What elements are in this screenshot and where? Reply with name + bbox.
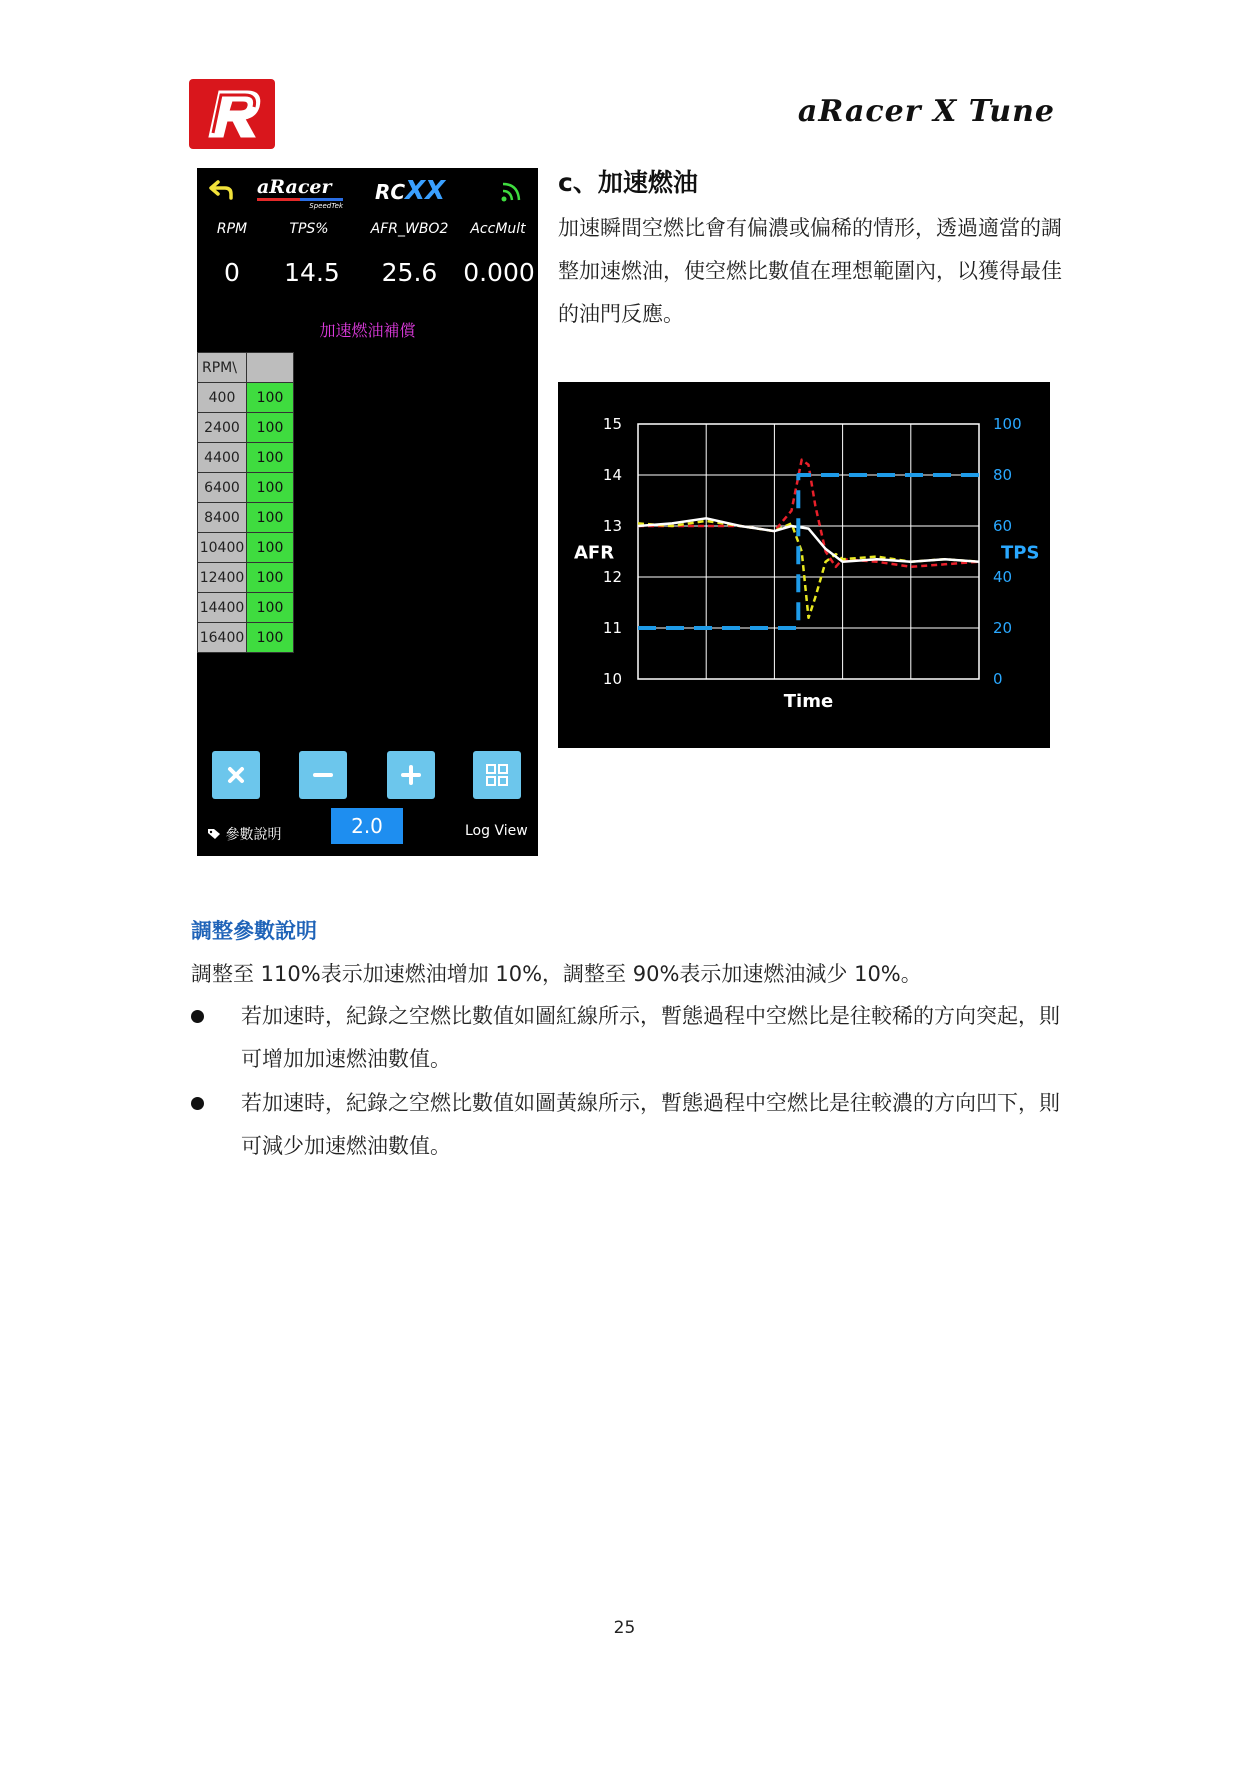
table-cell-value[interactable]: 100: [247, 413, 294, 443]
section-paragraph: 加速瞬間空燃比會有偏濃或偏稀的情形，透過適當的調整加速燃油，使空燃比數值在理想範圍內，以獲得最佳的油門反應。: [558, 216, 1062, 326]
y2-tick-label: 40: [993, 568, 1013, 586]
chart-svg: [558, 382, 1050, 748]
grid-button[interactable]: [473, 751, 521, 799]
gauge-label-rpm: RPM: [216, 221, 248, 237]
table-cell-value[interactable]: 100: [247, 593, 294, 623]
table-header-rpm: RPM\: [198, 353, 247, 383]
adjust-title: 調整參數說明: [191, 919, 317, 943]
table-title: 加速燃油補償: [319, 321, 416, 340]
brand-title: aRacer X Tune: [797, 94, 1055, 129]
app-brand-sub: SpeedTek: [309, 202, 343, 210]
table-cell-rpm: 12400: [198, 563, 247, 593]
y-tick-label: 14: [602, 466, 622, 484]
plus-icon: [398, 762, 424, 788]
table-cell-rpm: 2400: [198, 413, 247, 443]
section-title: c、加速燃油: [558, 168, 698, 197]
rc-logo-text: RC: [375, 180, 406, 204]
back-arrow-icon[interactable]: [207, 176, 235, 204]
table-header-blank: [247, 353, 294, 383]
bullet-text: 若加速時，紀錄之空燃比數值如圖紅線所示，暫態過程中空燃比是往較稀的方向突起，則可增加加速燃油數值。: [241, 1004, 1060, 1071]
app-brand-text: aRacer: [257, 176, 332, 198]
table-row: [198, 533, 294, 563]
log-view-button[interactable]: Log View: [465, 823, 528, 839]
table-row: [198, 593, 294, 623]
close-icon: [223, 762, 249, 788]
plot-area: [638, 424, 979, 679]
app-screenshot: [197, 168, 538, 856]
bullet-dot: [191, 1097, 204, 1110]
help-link[interactable]: [207, 824, 281, 844]
gauge-label-accmult: AccMult: [470, 221, 526, 237]
bullet-item: [191, 1082, 1061, 1168]
table-cell-rpm: 14400: [198, 593, 247, 623]
table-header-row: [198, 353, 294, 383]
afr-tps-chart: [558, 382, 1050, 748]
table-cell-value[interactable]: 100: [247, 443, 294, 473]
decrease-button[interactable]: [299, 751, 347, 799]
gauge-values: [197, 258, 538, 288]
table-cell-rpm: 6400: [198, 473, 247, 503]
app-brand: [257, 176, 352, 210]
bullet-dot: [191, 1010, 204, 1023]
gauge-labels: [197, 221, 538, 241]
y2-tick-label: 80: [993, 466, 1013, 484]
close-button[interactable]: [212, 751, 260, 799]
table-cell-value[interactable]: 100: [247, 383, 294, 413]
y-axis-label: AFR: [574, 542, 615, 564]
table-cell-rpm: 10400: [198, 533, 247, 563]
table-cell-value[interactable]: 100: [247, 623, 294, 653]
y2-axis-label: TPS: [1001, 542, 1040, 564]
bullet-item: [191, 995, 1061, 1081]
bullet-text: 若加速時，紀錄之空燃比數值如圖黃線所示，暫態過程中空燃比是往較濃的方向凹下，則可減少加速燃油數值。: [241, 1091, 1060, 1158]
table-cell-rpm: 8400: [198, 503, 247, 533]
table-cell-value[interactable]: 100: [247, 503, 294, 533]
y-tick-label: 12: [602, 568, 622, 586]
rc-logo: [375, 176, 445, 206]
y2-tick-label: 20: [993, 619, 1013, 637]
brand-logo: [189, 79, 275, 149]
table-cell-rpm: 4400: [198, 443, 247, 473]
tag-icon: [207, 828, 221, 840]
table-cell-rpm: 400: [198, 383, 247, 413]
adjust-description: 調整至 110%表示加速燃油增加 10%，調整至 90%表示加速燃油減少 10%。: [191, 962, 922, 986]
y2-tick-label: 100: [993, 415, 1022, 433]
y2-tick-label: 0: [993, 670, 1003, 688]
grid-icon: [484, 762, 510, 788]
step-value-button[interactable]: 2.0: [331, 808, 403, 844]
gauge-label-afr: AFR_WBO2: [370, 221, 449, 237]
help-label: 參數說明: [225, 827, 282, 843]
table-cell-value[interactable]: 100: [247, 473, 294, 503]
app-brand-bar: [257, 198, 343, 201]
table-row: [198, 413, 294, 443]
gauge-label-tps: TPS%: [289, 221, 329, 237]
y2-tick-label: 60: [993, 517, 1013, 535]
app-toolbar: [197, 168, 538, 214]
table-row: [198, 473, 294, 503]
table-row: [198, 443, 294, 473]
table-cell-value[interactable]: 100: [247, 533, 294, 563]
increase-button[interactable]: [387, 751, 435, 799]
y-tick-label: 10: [602, 670, 622, 688]
y-tick-label: 13: [602, 517, 622, 535]
gauge-value-afr: 25.6: [381, 258, 438, 287]
gauge-value-rpm: 0: [224, 258, 240, 287]
y-tick-label: 15: [602, 415, 622, 433]
x-axis-label: Time: [783, 691, 834, 712]
gauge-value-accmult: 0.000: [463, 258, 535, 287]
table-row: [198, 563, 294, 593]
table-row: [198, 623, 294, 653]
signal-icon: [499, 180, 523, 204]
page-number: 25: [613, 1618, 636, 1638]
rc-logo-xx: XX: [405, 176, 446, 206]
table-cell-rpm: 16400: [198, 623, 247, 653]
table-cell-value[interactable]: 100: [247, 563, 294, 593]
fuel-table: [197, 352, 294, 653]
table-row: [198, 383, 294, 413]
minus-icon: [310, 762, 336, 788]
table-row: [198, 503, 294, 533]
y-tick-label: 11: [602, 619, 622, 637]
gauge-value-tps: 14.5: [284, 258, 340, 287]
r-logo-icon: [189, 79, 275, 149]
